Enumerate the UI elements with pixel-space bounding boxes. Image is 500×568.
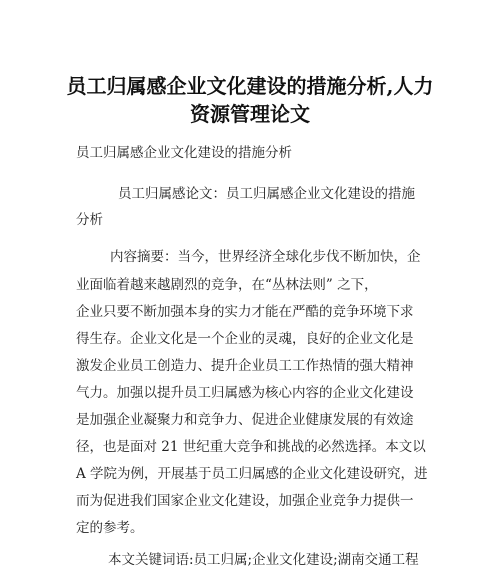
abstract-line: 是加强企业凝聚力和竞争力、促进企业健康发展的有效途 — [76, 412, 414, 428]
title-line-1: 员工归属感企业文化建设的措施分析,人力 — [66, 74, 434, 98]
abstract-line: 气力。加强以提升员工归属感为核心内容的企业文化建设 — [76, 385, 414, 401]
abstract-line: A 学院为例，开展基于员工归属感的企业文化建设研究，进 — [76, 466, 428, 482]
abstract-line: 而为促进我们国家企业文化建设，加强企业竞争力提供一 — [76, 493, 414, 509]
document-title — [40, 72, 460, 128]
abstract-line: 激发企业员工创造力、提升企业员工工作热情的强大精神 — [76, 358, 414, 374]
abstract-line: 企业只要不断加强本身的实力才能在严酷的竞争环境下求 — [76, 304, 414, 320]
abstract-line: 定的参考。 — [76, 520, 144, 536]
abstract-line: 内容摘要：当今，世界经济全球化步伐不断加快，企 — [110, 249, 421, 265]
abstract-line: 得生存。企业文化是一个企业的灵魂，良好的企业文化是 — [76, 331, 414, 347]
abstract-line: 业面临着越来越剧烈的竞争，在“丛林法则” 之下， — [76, 277, 378, 293]
thesis-title-line-2: 分析 — [76, 212, 103, 228]
abstract-line: 径，也是面对 21 世纪重大竞争和挑战的必然选择。本文以 — [76, 439, 426, 455]
section-heading: 员工归属感企业文化建设的措施分析 — [76, 145, 292, 161]
keywords-line: 本文关键词语:员工归属;企业文化建设;湖南交通工程 — [108, 552, 419, 568]
title-line-2: 资源管理论文 — [190, 102, 310, 126]
thesis-title-line-1: 员工归属感论文：员工归属感企业文化建设的措施 — [118, 186, 415, 202]
